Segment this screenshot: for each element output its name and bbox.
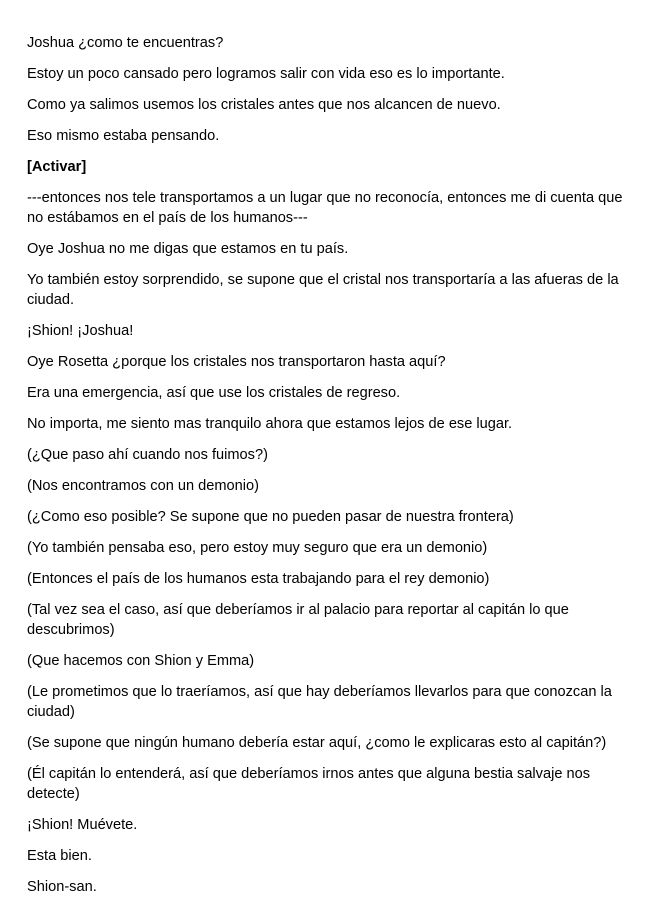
dialogue-paragraph: ---entonces nos tele transportamos a un lugar que no reconocía, entonces me di cuenta que no estábamos en el país de los humanos--- [27,190,623,226]
dialogue-paragraph: Joshua ¿como te encuentras? [27,35,224,51]
dialogue-paragraph: (¿Como eso posible? Se supone que no pueden pasar de nuestra frontera) [27,509,514,525]
dialogue-paragraph: Eso mismo estaba pensando. [27,128,220,144]
dialogue-paragraph: No importa, me siento mas tranquilo ahora que estamos lejos de ese lugar. [27,416,513,432]
dialogue-paragraph: (Yo también pensaba eso, pero estoy muy seguro que era un demonio) [27,540,488,556]
dialogue-paragraph: Shion-san. [27,879,97,895]
dialogue-paragraph: (Nos encontramos con un demonio) [27,478,259,494]
dialogue-paragraph: Esta bien. [27,848,92,864]
dialogue-paragraph: (Él capitán lo entenderá, así que deberíamos irnos antes que alguna bestia salvaje nos detecte) [27,766,591,802]
dialogue-paragraph: Como ya salimos usemos los cristales antes que nos alcancen de nuevo. [27,97,501,113]
dialogue-paragraph: Oye Rosetta ¿porque los cristales nos transportaron hasta aquí? [27,354,446,370]
dialogue-paragraph: ¡Shion! ¡Joshua! [27,323,134,339]
dialogue-paragraph: Oye Joshua no me digas que estamos en tu país. [27,241,349,257]
dialogue-paragraph: (Entonces el país de los humanos esta trabajando para el rey demonio) [27,571,490,587]
dialogue-paragraph: (¿Que paso ahí cuando nos fuimos?) [27,447,268,463]
action-tag: [Activar] [27,159,87,175]
dialogue-paragraph: Era una emergencia, así que use los cristales de regreso. [27,385,401,401]
dialogue-paragraph: ¡Shion! Muévete. [27,817,138,833]
dialogue-paragraph: (Tal vez sea el caso, así que deberíamos ir al palacio para reportar al capitán lo que descubrimos) [27,602,569,638]
dialogue-paragraph: (Se supone que ningún humano debería estar aquí, ¿como le explicaras esto al capitán?) [27,735,607,751]
dialogue-paragraph: Estoy un poco cansado pero logramos salir con vida eso es lo importante. [27,66,505,82]
dialogue-paragraph: Yo también estoy sorprendido, se supone que el cristal nos transportaría a las afueras de la ciudad. [27,272,619,308]
dialogue-paragraph: (Que hacemos con Shion y Emma) [27,653,255,669]
document-body [27,33,627,908]
dialogue-paragraph: (Le prometimos que lo traeríamos, así que hay deberíamos llevarlos para que conozcan la ciudad) [27,684,612,720]
